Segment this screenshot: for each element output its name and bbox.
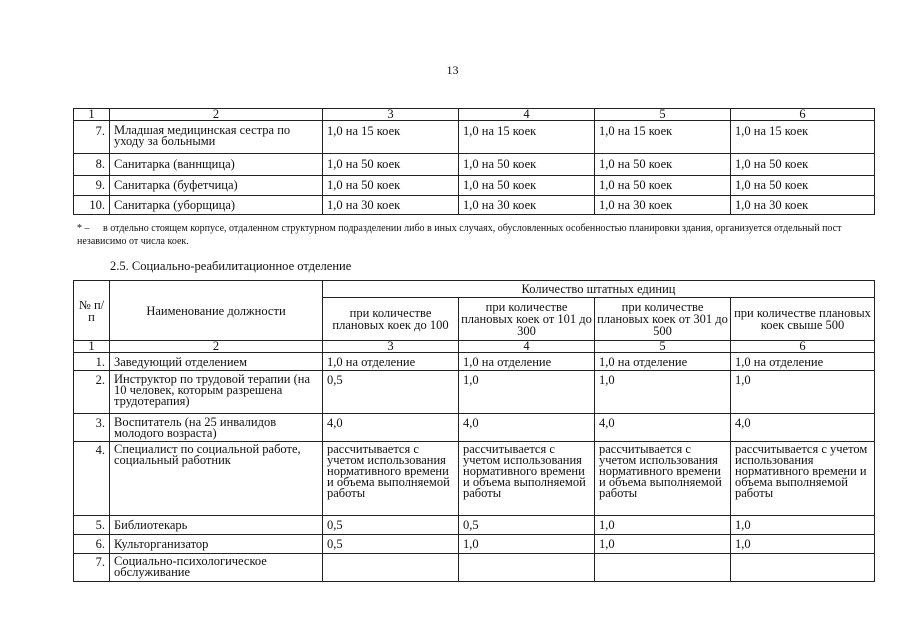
col-index: 6 xyxy=(731,341,875,353)
header-col: при количестве плановых коек от 101 до 300 xyxy=(459,298,595,341)
footnote-text: в отдельно стоящем корпусе, отдаленном структурном подразделении либо в иных случаях, обусловленных особенностью планировки здания, организуется отдельный пост независимо от числа коек. xyxy=(77,223,842,247)
cell-value: 0,5 xyxy=(323,516,459,535)
col-index: 4 xyxy=(459,109,595,121)
cell-value: 1,0 на отделение xyxy=(459,353,595,371)
cell-value: 1,0 xyxy=(731,535,875,554)
row-number: 6. xyxy=(74,535,110,554)
col-index: 3 xyxy=(323,109,459,121)
cell-value: 1,0 на 30 коек xyxy=(731,196,875,215)
cell-value: 1,0 на 30 коек xyxy=(323,196,459,215)
cell-value: 1,0 xyxy=(459,535,595,554)
cell-value: 1,0 на 15 коек xyxy=(323,121,459,154)
table-row xyxy=(74,516,875,535)
row-number: 5. xyxy=(74,516,110,535)
table-row xyxy=(74,442,875,516)
cell-value: рассчитывается с учетом использования нормативного времени и объема выполняемой работы xyxy=(323,442,459,516)
row-number: 1. xyxy=(74,353,110,371)
cell-value xyxy=(459,554,595,582)
cell-value: 1,0 xyxy=(459,371,595,414)
cell-value: 4,0 xyxy=(731,414,875,442)
cell-value: 1,0 на 50 коек xyxy=(595,176,731,196)
cell-value: 4,0 xyxy=(323,414,459,442)
cell-value: 1,0 xyxy=(595,535,731,554)
row-number: 3. xyxy=(74,414,110,442)
cell-value: 1,0 на 50 коек xyxy=(595,154,731,176)
page-number: 13 xyxy=(446,63,459,77)
header-position: Наименование должности xyxy=(110,281,323,341)
position-name: Культорганизатор xyxy=(110,535,323,554)
cell-value xyxy=(323,554,459,582)
column-index-row xyxy=(74,341,875,353)
cell-value: 1,0 на 15 коек xyxy=(595,121,731,154)
cell-value: 4,0 xyxy=(595,414,731,442)
table-row xyxy=(74,176,875,196)
footnote-mark: * – xyxy=(77,223,90,234)
cell-value: 1,0 на 30 коек xyxy=(459,196,595,215)
cell-value xyxy=(595,554,731,582)
col-index: 1 xyxy=(74,341,110,353)
position-name: Социально-психологическое обслуживание xyxy=(110,554,323,582)
table-row xyxy=(74,154,875,176)
cell-value: 1,0 на 50 коек xyxy=(323,154,459,176)
position-name: Заведующий отделением xyxy=(110,353,323,371)
cell-value: 0,5 xyxy=(323,535,459,554)
cell-value: 1,0 xyxy=(595,371,731,414)
footnote xyxy=(77,222,874,248)
cell-value: 1,0 на 30 коек xyxy=(595,196,731,215)
table-row xyxy=(74,121,875,154)
cell-value: 1,0 на 50 коек xyxy=(731,176,875,196)
cell-value: 1,0 на отделение xyxy=(323,353,459,371)
cell-value: 1,0 xyxy=(595,516,731,535)
col-index: 5 xyxy=(595,109,731,121)
cell-value: 0,5 xyxy=(459,516,595,535)
table-row xyxy=(74,535,875,554)
col-index: 6 xyxy=(731,109,875,121)
position-name: Санитарка (ваннщица) xyxy=(110,154,323,176)
col-index: 3 xyxy=(323,341,459,353)
cell-value: 1,0 на отделение xyxy=(595,353,731,371)
position-name: Младшая медицинская сестра по уходу за больными xyxy=(110,121,323,154)
section-title: 2.5. Социально-реабилитационное отделение xyxy=(110,259,352,273)
cell-value: 1,0 на отделение xyxy=(731,353,875,371)
col-index: 1 xyxy=(74,109,110,121)
row-number: 2. xyxy=(74,371,110,414)
cell-value: 4,0 xyxy=(459,414,595,442)
col-index: 4 xyxy=(459,341,595,353)
header-col: при количестве плановых коек до 100 xyxy=(323,298,459,341)
col-index: 2 xyxy=(110,109,323,121)
cell-value: 1,0 на 15 коек xyxy=(459,121,595,154)
position-name: Санитарка (буфетчица) xyxy=(110,176,323,196)
cell-value: 1,0 на 50 коек xyxy=(459,154,595,176)
cell-value xyxy=(731,554,875,582)
col-index: 2 xyxy=(110,341,323,353)
table-row xyxy=(74,353,875,371)
row-number: 8. xyxy=(74,154,110,176)
staffing-table-continued xyxy=(73,108,875,215)
cell-value: 1,0 на 50 коек xyxy=(459,176,595,196)
position-name: Инструктор по трудовой терапии (на 10 человек, которым разрешена трудотерапия) xyxy=(110,371,323,414)
position-name: Воспитатель (на 25 инвалидов молодого возраста) xyxy=(110,414,323,442)
table-row xyxy=(74,196,875,215)
col-index: 5 xyxy=(595,341,731,353)
row-number: 10. xyxy=(74,196,110,215)
table-row xyxy=(74,414,875,442)
row-number: 4. xyxy=(74,442,110,516)
cell-value: 1,0 xyxy=(731,516,875,535)
column-index-row xyxy=(74,109,875,121)
row-number: 7. xyxy=(74,121,110,154)
position-name: Санитарка (уборщица) xyxy=(110,196,323,215)
header-number: № п/п xyxy=(74,281,110,341)
cell-value: рассчитывается с учетом использования нормативного времени и объема выполняемой работы xyxy=(731,442,875,516)
cell-value: 0,5 xyxy=(323,371,459,414)
cell-value: 1,0 на 50 коек xyxy=(731,154,875,176)
cell-value: рассчитывается с учетом использования нормативного времени и объема выполняемой работы xyxy=(459,442,595,516)
row-number: 7. xyxy=(74,554,110,582)
table-row xyxy=(74,371,875,414)
cell-value: 1,0 на 15 коек xyxy=(731,121,875,154)
header-row xyxy=(74,281,875,298)
row-number: 9. xyxy=(74,176,110,196)
cell-value: 1,0 на 50 коек xyxy=(323,176,459,196)
staffing-table xyxy=(73,280,875,582)
header-group: Количество штатных единиц xyxy=(323,281,875,298)
header-col: при количестве плановых коек от 301 до 500 xyxy=(595,298,731,341)
header-col: при количестве плановых коек свыше 500 xyxy=(731,298,875,341)
position-name: Специалист по социальной работе, социальный работник xyxy=(110,442,323,516)
cell-value: рассчитывается с учетом использования нормативного времени и объема выполняемой работы xyxy=(595,442,731,516)
cell-value: 1,0 xyxy=(731,371,875,414)
table-row xyxy=(74,554,875,582)
position-name: Библиотекарь xyxy=(110,516,323,535)
